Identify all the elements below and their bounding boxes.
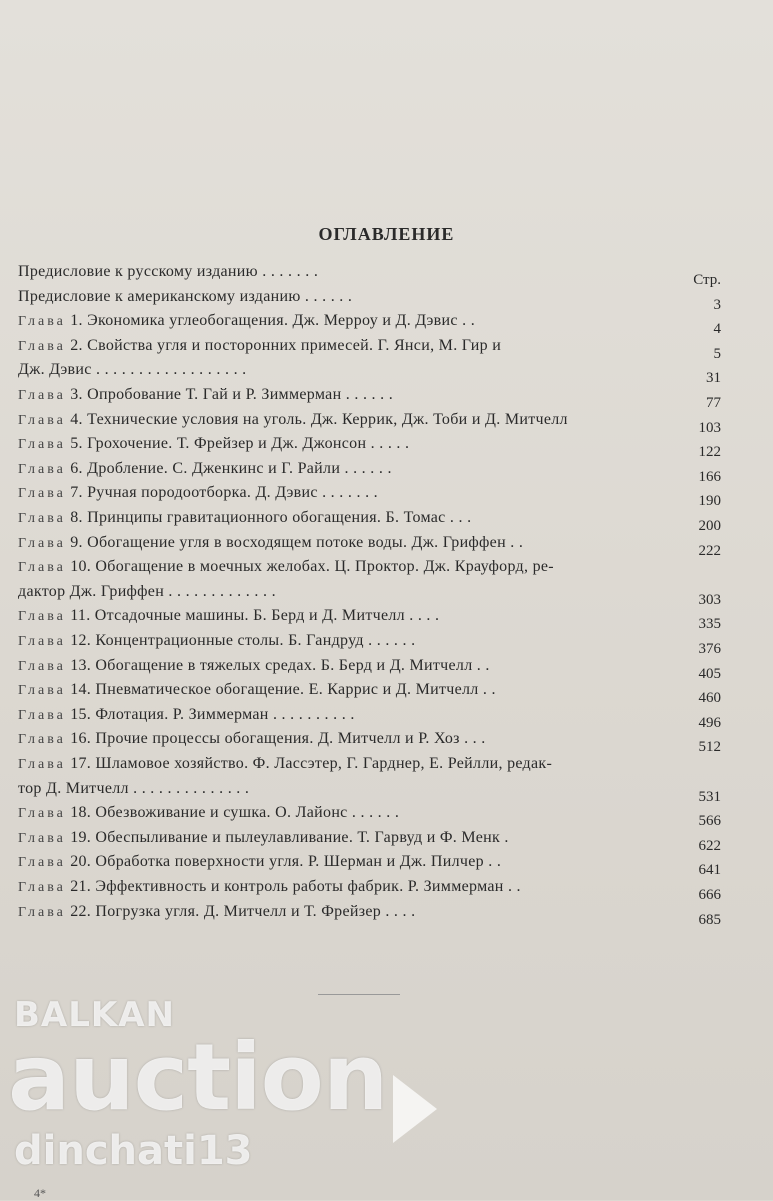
toc-entry xyxy=(18,311,718,332)
toc-entry-text: 22. Погрузка угля. Д. Митчелл и Т. Фрейзер . . . . xyxy=(70,903,416,920)
toc-page-number: 496 xyxy=(698,715,721,731)
chapter-label: Глава xyxy=(18,560,66,575)
chapter-label: Глава xyxy=(18,905,66,920)
chapter-label: Глава xyxy=(18,413,66,428)
toc-page-number: 566 xyxy=(698,813,721,829)
chapter-label: Глава xyxy=(18,757,66,772)
toc-entry xyxy=(18,754,718,775)
chapter-label: Глава xyxy=(18,683,66,698)
toc-entry xyxy=(18,902,718,923)
toc-entry xyxy=(18,360,718,380)
toc-page-number: 622 xyxy=(698,838,721,854)
toc-page-number: 405 xyxy=(698,666,721,682)
toc-entry-text: 9. Обогащение угля в восходящем потоке воды. Дж. Гриффен . . xyxy=(70,534,524,551)
toc-page-number: 512 xyxy=(698,739,721,755)
chapter-label: Глава xyxy=(18,437,66,452)
chapter-label: Глава xyxy=(18,880,66,895)
toc-entry-text: 7. Ручная породоотборка. Д. Дэвис . . . . . . . xyxy=(70,484,378,501)
page-corner-mark: 4* xyxy=(34,1186,46,1200)
toc-entry xyxy=(18,828,718,849)
toc-entry xyxy=(18,483,718,504)
toc-entry-text: дактор Дж. Гриффен . . . . . . . . . . . . . xyxy=(18,583,276,600)
chapter-label: Глава xyxy=(18,708,66,723)
toc-page-number: 4 xyxy=(713,321,721,337)
toc-page-number: 460 xyxy=(698,690,721,706)
chapter-label: Глава xyxy=(18,609,66,624)
toc-entry xyxy=(18,287,718,307)
toc-entry-text: тор Д. Митчелл . . . . . . . . . . . . . . xyxy=(18,780,250,797)
toc-entry-text: 14. Пневматическое обогащение. Е. Каррис и Д. Митчелл . . xyxy=(70,681,496,698)
toc-entry xyxy=(18,262,718,282)
toc-entry xyxy=(18,582,718,602)
play-icon xyxy=(393,1075,437,1143)
toc-page-number: 376 xyxy=(698,641,721,657)
toc-entry xyxy=(18,877,718,898)
toc-entry xyxy=(18,434,718,455)
toc-entry-text: 15. Флотация. Р. Зиммерман . . . . . . . . . . xyxy=(70,706,355,723)
toc-entry-text: 11. Отсадочные машины. Б. Берд и Д. Митчелл . . . . xyxy=(70,607,440,624)
chapter-label: Глава xyxy=(18,659,66,674)
toc-entry xyxy=(18,656,718,677)
chapter-label: Глава xyxy=(18,486,66,501)
toc-title: ОГЛАВЛЕНИЕ xyxy=(318,224,455,244)
toc-entry xyxy=(18,803,718,824)
toc-entry xyxy=(18,779,718,799)
toc-entry-text: 6. Дробление. С. Дженкинс и Г. Райли . . . . . . xyxy=(70,460,392,477)
toc-entry-text: 16. Прочие процессы обогащения. Д. Митчелл и Р. Хоз . . . xyxy=(70,730,486,747)
toc-page-number: 200 xyxy=(698,518,721,534)
toc-page-number: 303 xyxy=(698,592,721,608)
toc-page-number: 3 xyxy=(713,297,721,313)
toc-entry-text: 1. Экономика углеобогащения. Дж. Мерроу и Д. Дэвис . . xyxy=(70,312,476,329)
toc-entry-text: Дж. Дэвис . . . . . . . . . . . . . . . . . . xyxy=(18,361,247,378)
toc-entry xyxy=(18,508,718,529)
toc-page-number: 222 xyxy=(698,543,721,559)
toc-entry-text: Предисловие к американскому изданию . . . . . . xyxy=(18,288,353,305)
toc-entry xyxy=(18,459,718,480)
toc-page-number: 641 xyxy=(698,862,721,878)
toc-entry xyxy=(18,705,718,726)
toc-entry-text: 5. Грохочение. Т. Фрейзер и Дж. Джонсон . . . . . xyxy=(70,435,410,452)
chapter-label: Глава xyxy=(18,388,66,403)
toc-entry-text: 4. Технические условия на уголь. Дж. Керрик, Дж. Тоби и Д. Митчелл xyxy=(70,411,568,428)
toc-page-number: 103 xyxy=(698,420,721,436)
chapter-label: Глава xyxy=(18,314,66,329)
toc-entry xyxy=(18,533,718,554)
toc-entry xyxy=(18,606,718,627)
toc-entry-text: 19. Обеспыливание и пылеулавливание. Т. Гарвуд и Ф. Менк . xyxy=(70,829,509,846)
chapter-label: Глава xyxy=(18,855,66,870)
toc-entry-text: 2. Свойства угля и посторонних примесей. Г. Янси, М. Гир и xyxy=(70,337,502,354)
chapter-label: Глава xyxy=(18,831,66,846)
toc-entry xyxy=(18,385,718,406)
toc-page-number: Стр. xyxy=(693,272,721,288)
watermark-seller: dinchati13 xyxy=(14,1128,253,1174)
toc-page-number: 685 xyxy=(698,912,721,928)
toc-page-number: 531 xyxy=(698,789,721,805)
toc-page-number: 77 xyxy=(706,395,721,411)
toc-entry-text: 17. Шламовое хозяйство. Ф. Лассэтер, Г. Гарднер, Е. Рейлли, редак- xyxy=(70,755,553,772)
toc-entry-text: Предисловие к русскому изданию . . . . . . . xyxy=(18,263,319,280)
toc-page-number: 122 xyxy=(698,444,721,460)
toc-entry xyxy=(18,410,718,431)
toc-entry-text: 12. Концентрационные столы. Б. Гандруд . . . . . . xyxy=(70,632,416,649)
watermark-brand-top: BALKAN xyxy=(14,995,176,1035)
toc-entry-text: 10. Обогащение в моечных желобах. Ц. Проктор. Дж. Крауфорд, ре- xyxy=(70,558,554,575)
toc-entry xyxy=(18,729,718,750)
toc-entry xyxy=(18,336,718,357)
toc-entry-text: 3. Опробование Т. Гай и Р. Зиммерман . . . . . . xyxy=(70,386,394,403)
toc-page-number: 5 xyxy=(713,346,721,362)
chapter-label: Глава xyxy=(18,511,66,526)
toc-entry xyxy=(18,631,718,652)
chapter-label: Глава xyxy=(18,462,66,477)
toc-page-number: 166 xyxy=(698,469,721,485)
toc-entry xyxy=(18,852,718,873)
toc-page-number: 666 xyxy=(698,887,721,903)
toc-entry-text: 18. Обезвоживание и сушка. О. Лайонс . . . . . . xyxy=(70,804,400,821)
toc-entry-text: 8. Принципы гравитационного обогащения. Б. Томас . . . xyxy=(70,509,472,526)
watermark-brand-main: auction xyxy=(8,1024,388,1131)
end-rule xyxy=(318,994,400,995)
toc-page-number: 31 xyxy=(706,370,721,386)
chapter-label: Глава xyxy=(18,536,66,551)
toc-page-number: 335 xyxy=(698,616,721,632)
toc-entry-text: 21. Эффективность и контроль работы фабрик. Р. Зиммерман . . xyxy=(70,878,521,895)
toc-entry-text: 13. Обогащение в тяжелых средах. Б. Берд и Д. Митчелл . . xyxy=(70,657,490,674)
chapter-label: Глава xyxy=(18,732,66,747)
chapter-label: Глава xyxy=(18,634,66,649)
toc-entry xyxy=(18,557,718,578)
chapter-label: Глава xyxy=(18,339,66,354)
chapter-label: Глава xyxy=(18,806,66,821)
toc-page-number: 190 xyxy=(698,493,721,509)
toc-entry-text: 20. Обработка поверхности угля. Р. Шерман и Дж. Пилчер . . xyxy=(70,853,502,870)
toc-entry xyxy=(18,680,718,701)
